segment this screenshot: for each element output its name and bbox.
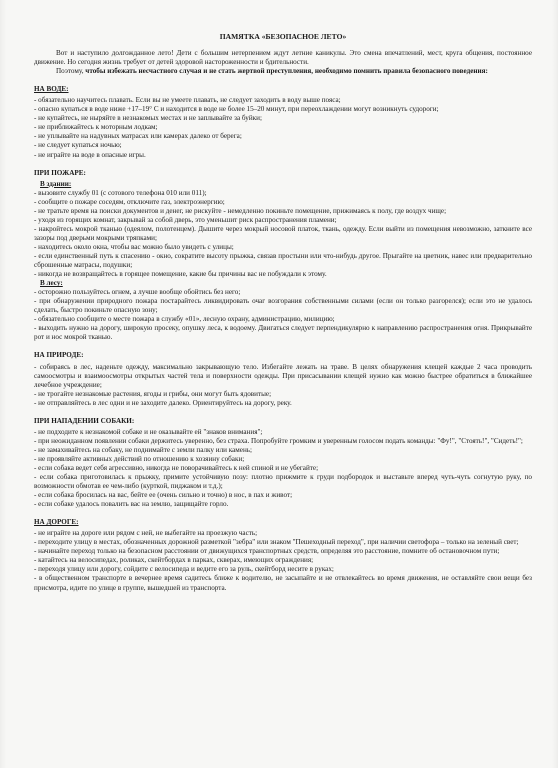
list-item: - не замахивайтесь на собаку, не поднимайте с земли палку или камень; xyxy=(34,445,253,454)
section-heading-water: НА ВОДЕ: xyxy=(34,85,69,94)
list-item: - если собака приготовилась к прыжку, примите устойчивую позу: плотно прижмите к груди подбородок и выставьте вперед чуть-чуть согнутую руку, по возможности обмотав ее чем-либо (курткой, пиджаком и т.д.); xyxy=(34,473,532,491)
list-item: - переходите улицу в местах, обозначенных дорожной разметкой "зебра" или знаком "Пешеходный переход", при наличии светофора – только на зеленый свет; xyxy=(34,538,519,547)
document-title: ПАМЯТКА «БЕЗОПАСНОЕ ЛЕТО» xyxy=(219,32,347,41)
list-item: - не отправляйтесь в лес одни и не заходите далеко. Ориентируйтесь на дорогу, реку. xyxy=(34,398,292,407)
section-heading-nature: НА ПРИРОДЕ: xyxy=(34,351,84,360)
subsection-heading-forest: В лесу: xyxy=(40,279,63,288)
list-item: - обязательно сообщите о месте пожара в службу «01», лесную охрану, администрацию, милицию; xyxy=(34,315,335,324)
list-item: - уходя из горящих комнат, закрывай за собой дверь, это уменьшит риск распространения пламени; xyxy=(34,215,337,224)
list-item: - если собаке удалось повалить вас на землю, защищайте горло. xyxy=(34,500,229,509)
list-item: - в общественном транспорте в вечернее время садитесь ближе к водителю, не засыпайте и не отвлекайтесь во время движения, не оставляйте свои вещи без присмотра, идите по улице в группе, вышедшей из транспорта. xyxy=(34,574,532,592)
list-item: - если собака бросилась на вас, бейте ее (очень сильно и точно) в нос, в пах и живот; xyxy=(34,491,293,500)
list-item: - вызовите службу 01 (с сотового телефона 010 или 011); xyxy=(34,188,207,197)
list-item: - не уплывайте на надувных матрасах или камерах далеко от берега; xyxy=(34,132,242,141)
intro-rules-lead: Поэтому, xyxy=(56,67,86,76)
list-item: - сообщите о пожаре соседям, отключите газ, электроэнергию; xyxy=(34,197,225,206)
list-item: - если единственный путь к спасению - окно, сократите высоту прыжка, связав простыни или что-нибудь другое. Прыгайте на цветник, навес или предварительно сброшенные матрасы, подушки; xyxy=(34,251,532,270)
intro-rules-paragraph xyxy=(34,67,532,76)
list-item: - при неожиданном появлении собаки держитесь уверенно, без страха. Попробуйте громким и уверенным голосом подать команды: "Фу!", "Стоять!", "Сидеть!"; xyxy=(34,436,523,445)
list-item: - собираясь в лес, наденьте одежду, максимально закрывающую тело. Избегайте лежать на траве. В целях обнаружения клещей каждые 2 часа проводить самоосмотры и взаимоосмотры открытых частей тела и поверхности одежды. При присасывании клещей нужно как можно быстрее обратиться в ближайшее лечебное учреждение; xyxy=(34,362,532,389)
list-item: - не подходите к незнакомой собаке и не оказывайте ей "знаков внимания"; xyxy=(34,427,263,436)
list-item: - начинайте переход только на безопасном расстоянии от движущихся транспортных средств, определяя это расстояние, помните об остановочном пути; xyxy=(34,547,500,556)
list-item: - не трогайте незнакомые растения, ягоды и грибы, они могут быть ядовитые; xyxy=(34,389,272,398)
list-item: - если собака ведет себя агрессивно, никогда не поворачивайтесь к ней спиной и не убегайте; xyxy=(34,463,319,472)
list-item: - осторожно пользуйтесь огнем, а лучше вообще обойтись без него; xyxy=(34,288,241,297)
subsection-heading-building: В здании: xyxy=(40,179,72,188)
road-list xyxy=(34,529,532,592)
list-item: - не купайтесь, не ныряйте в незнакомых местах и не заплывайте за буйки; xyxy=(34,114,262,123)
list-item: - не следует купаться ночью; xyxy=(34,141,122,150)
nature-list xyxy=(34,363,532,408)
list-item: - не тратьте время на поиски документов и денег, не рискуйте - немедленно покиньте помещение, прижимаясь к полу, где воздух чище; xyxy=(34,206,447,215)
list-item: - не играйте на дороге или рядом с ней, не выбегайте на проезжую часть; xyxy=(34,529,258,538)
list-item: - не играйте на воде в опасные игры. xyxy=(34,150,146,159)
list-item: - переходя улицу или дорогу, сойдите с велосипеда и ведите его за руль, скейтборд несите в руках; xyxy=(34,565,334,574)
list-item: - при обнаружении природного пожара постарайтесь ликвидировать очаг возгорания собственными силами (если он только разгорелся); если это не удалось сделать, быстро покиньте опасную зону; xyxy=(34,297,532,315)
section-heading-fire: ПРИ ПОЖАРЕ: xyxy=(34,168,86,177)
list-item: - обязательно научитесь плавать. Если вы не умеете плавать, не следует заходить в воду выше пояса; xyxy=(34,96,341,105)
list-item: - находитесь около окна, чтобы вас можно было увидеть с улицы; xyxy=(34,242,234,251)
water-list xyxy=(34,96,532,159)
list-item: - выходить нужно на дорогу, широкую просеку, опушку леса, к водоему. Двигаться следует перпендикулярно к направлению распространения огня. Прикрывайте рот и нос мокрой тканью. xyxy=(34,324,532,342)
fire-forest-list xyxy=(34,288,532,342)
dog-list xyxy=(34,428,532,509)
section-heading-road: НА ДОРОГЕ: xyxy=(34,518,79,527)
list-item: - катайтесь на велосипедах, роликах, скейтбордах в парках, скверах, имеющих ограждения; xyxy=(34,556,314,565)
list-item: - не проявляйте активных действий по отношению к хозяину собаки; xyxy=(34,454,245,463)
fire-building-list xyxy=(34,189,532,279)
list-item: - не приближайтесь к моторным лодкам; xyxy=(34,123,158,132)
list-item: - опасно купаться в воде ниже +17–19° С и находится в воде не более 15–20 минут, при переохлаждении могут возникнуть судороги; xyxy=(34,105,439,114)
intro-paragraph: Вот и наступило долгожданное лето! Дети с большим нетерпением ждут летние каникулы. Это смена впечатлений, мест, круга общения, постоянное движение. Но сегодня жизнь требует от детей здоровой настороженности и бдительности. xyxy=(34,49,532,67)
intro-rules-emphasis: чтобы избежать несчастного случая и не стать жертвой преступления, необходимо помнить правила безопасного поведения: xyxy=(85,67,488,76)
list-item: - накройтесь мокрой тканью (одеялом, полотенцем). Дышите через мокрый носовой платок, ткань, одежду. Если выйти из помещения невозможно, заткните все зазоры под дверьми мокрыми тряпками; xyxy=(34,224,532,242)
list-item: - никогда не возвращайтесь в горящее помещение, какие бы причины вас не побуждали к этому. xyxy=(34,270,327,279)
section-heading-dog: ПРИ НАПАДЕНИИ СОБАКИ: xyxy=(34,416,135,425)
